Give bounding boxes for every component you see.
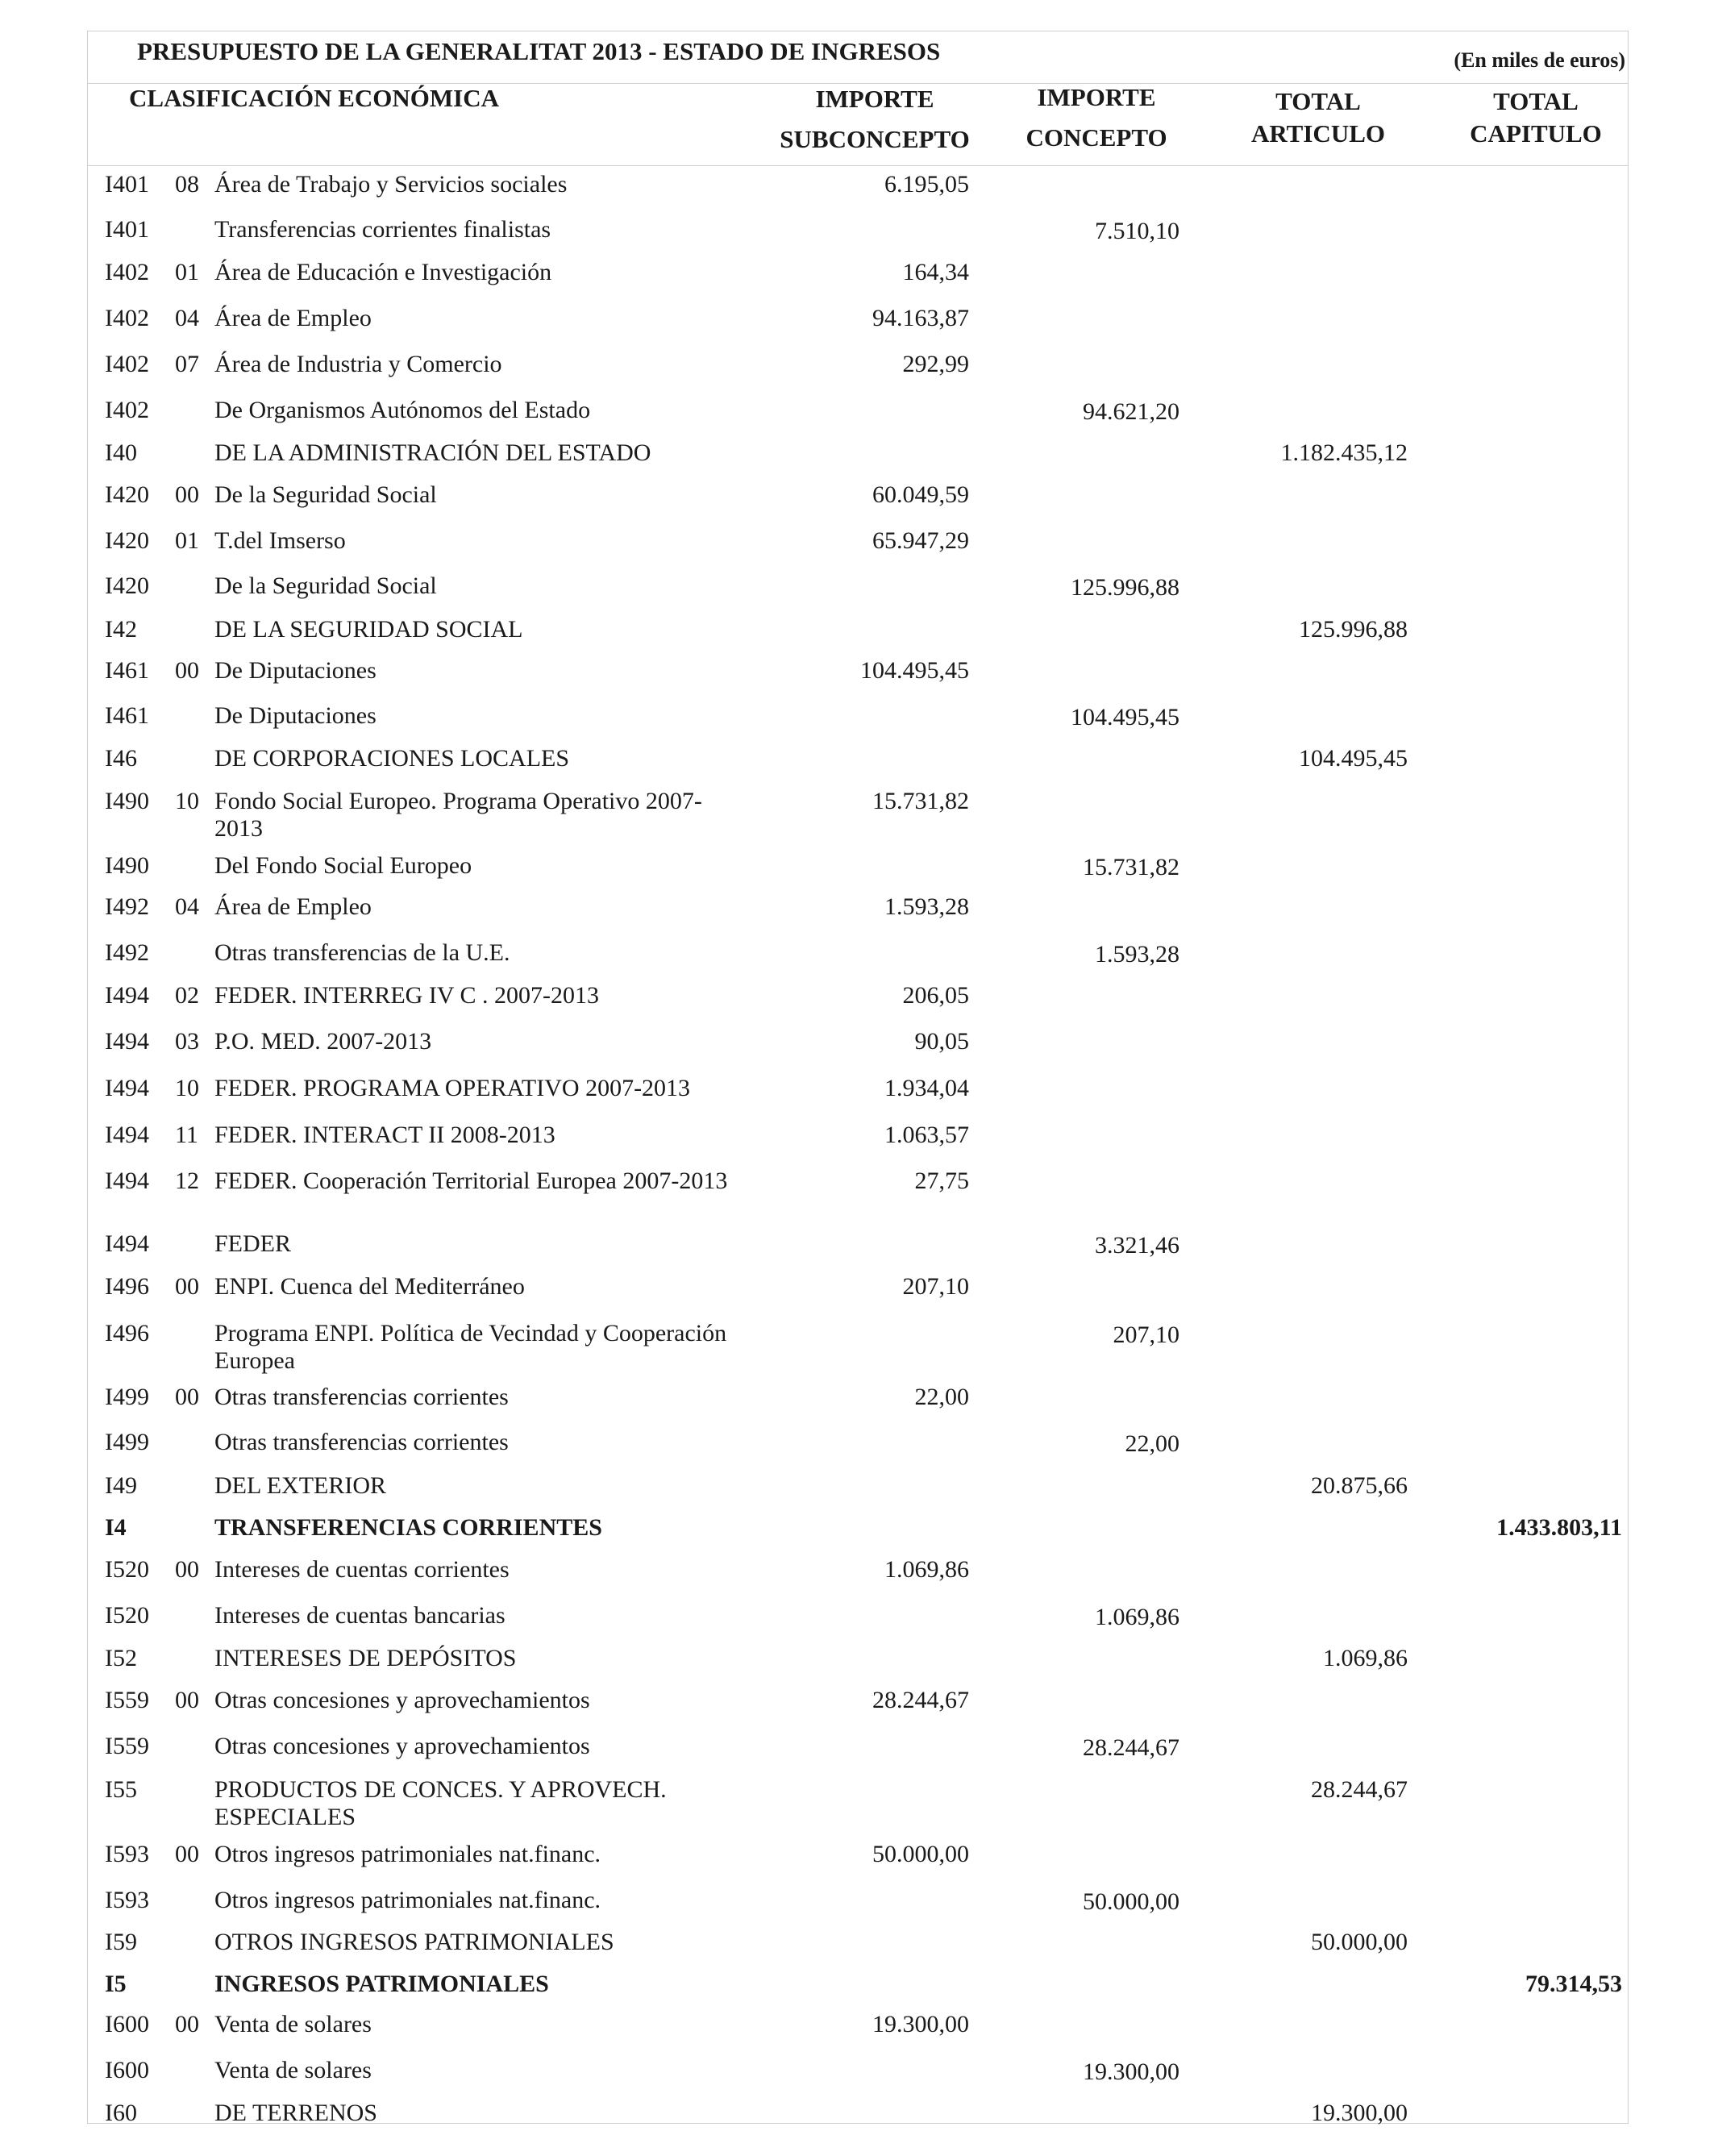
row-description: Área de Empleo (214, 893, 372, 920)
row-description: Del Fondo Social Europeo (214, 852, 472, 879)
row-description: Área de Empleo (214, 305, 372, 331)
row-code: I600 (105, 2011, 149, 2037)
row-code: I559 (105, 1733, 149, 1759)
row-code: I401 (105, 171, 149, 198)
row-description: Otras concesiones y aprovechamientos (214, 1687, 590, 1713)
row-code: I492 (105, 893, 149, 920)
header-classification: CLASIFICACIÓN ECONÓMICA (129, 84, 500, 112)
row-code: I60 (105, 2100, 137, 2126)
importe-concepto-value: 1.593,28 (1095, 941, 1179, 968)
row-description: INGRESOS PATRIMONIALES (214, 1971, 549, 1997)
importe-concepto-value: 125.996,88 (1071, 574, 1179, 601)
row-description: FEDER. Cooperación Territorial Europea 2007-2013 (214, 1167, 728, 1194)
row-code: I402 (105, 305, 149, 331)
row-code: I5 (105, 1971, 127, 1997)
row-subcode: 02 (175, 982, 199, 1009)
units-note: (En miles de euros) (1454, 48, 1625, 72)
importe-subconcepto-value: 1.934,04 (884, 1075, 969, 1101)
importe-subconcepto-value: 50.000,00 (872, 1841, 969, 1867)
row-subcode: 00 (175, 1556, 199, 1583)
row-description: Intereses de cuentas bancarias (214, 1602, 505, 1629)
row-description: De la Seguridad Social (214, 572, 437, 599)
importe-subconcepto-value: 27,75 (914, 1167, 969, 1194)
row-description: P.O. MED. 2007-2013 (214, 1028, 432, 1055)
row-description: PRODUCTOS DE CONCES. Y APROVECH. ESPECIALES (214, 1776, 667, 1830)
importe-concepto-value: 1.069,86 (1095, 1604, 1179, 1630)
row-code: I559 (105, 1687, 149, 1713)
row-description: Intereses de cuentas corrientes (214, 1556, 510, 1583)
importe-subconcepto-value: 65.947,29 (872, 527, 969, 554)
row-code: I494 (105, 1122, 149, 1148)
row-code: I420 (105, 572, 149, 599)
row-code: I499 (105, 1384, 149, 1410)
row-code: I600 (105, 2057, 149, 2083)
row-code: I402 (105, 259, 149, 285)
importe-subconcepto-value: 28.244,67 (872, 1687, 969, 1713)
importe-subconcepto-value: 22,00 (914, 1384, 969, 1410)
row-description: DE TERRENOS (214, 2100, 377, 2126)
row-code: I461 (105, 702, 149, 729)
row-code: I40 (105, 439, 137, 466)
importe-concepto-value: 50.000,00 (1083, 1888, 1179, 1915)
row-code: I494 (105, 1230, 149, 1257)
row-description: Área de Trabajo y Servicios sociales (214, 171, 568, 198)
row-subcode: 00 (175, 1384, 199, 1410)
row-description: FEDER. INTERACT II 2008-2013 (214, 1122, 555, 1148)
row-description: Otros ingresos patrimoniales nat.financ. (214, 1887, 601, 1913)
row-description: TRANSFERENCIAS CORRIENTES (214, 1514, 602, 1541)
importe-subconcepto-value: 164,34 (902, 259, 969, 285)
row-code: I499 (105, 1429, 149, 1455)
row-description: De la Seguridad Social (214, 481, 437, 508)
importe-concepto-value: 19.300,00 (1083, 2058, 1179, 2085)
row-description: OTROS INGRESOS PATRIMONIALES (214, 1929, 614, 1955)
total-articulo-value: 1.069,86 (1323, 1645, 1408, 1671)
row-code: I494 (105, 1028, 149, 1055)
row-description: De Diputaciones (214, 702, 376, 729)
row-description: Área de Educación e Investigación (214, 259, 552, 285)
row-code: I593 (105, 1841, 149, 1867)
total-articulo-value: 19.300,00 (1311, 2100, 1408, 2126)
row-code: I4 (105, 1514, 127, 1541)
row-description: Programa ENPI. Política de Vecindad y Cooperación Europea (214, 1320, 727, 1374)
importe-subconcepto-value: 90,05 (914, 1028, 969, 1055)
row-description: Fondo Social Europeo. Programa Operativo 2007-2013 (214, 788, 702, 842)
row-subcode: 01 (175, 527, 199, 554)
row-code: I490 (105, 852, 149, 879)
row-description: Área de Industria y Comercio (214, 351, 502, 377)
row-description: ENPI. Cuenca del Mediterráneo (214, 1273, 525, 1300)
row-description: FEDER (214, 1230, 292, 1257)
row-description: Otras transferencias corrientes (214, 1384, 509, 1410)
row-description: DEL EXTERIOR (214, 1472, 387, 1499)
total-capitulo-value: 1.433.803,11 (1496, 1514, 1622, 1541)
importe-concepto-value: 3.321,46 (1095, 1232, 1179, 1259)
row-description: FEDER. INTERREG IV C . 2007-2013 (214, 982, 599, 1009)
row-subcode: 00 (175, 1273, 199, 1300)
row-subcode: 10 (175, 788, 199, 814)
row-code: I461 (105, 657, 149, 684)
importe-concepto-value: 28.244,67 (1083, 1734, 1179, 1761)
importe-subconcepto-value: 1.593,28 (884, 893, 969, 920)
importe-concepto-value: 207,10 (1113, 1321, 1179, 1348)
importe-subconcepto-value: 206,05 (902, 982, 969, 1009)
total-articulo-value: 28.244,67 (1311, 1776, 1408, 1803)
row-description: Venta de solares (214, 2057, 372, 2083)
row-subcode: 00 (175, 1841, 199, 1867)
importe-subconcepto-value: 292,99 (902, 351, 969, 377)
row-subcode: 03 (175, 1028, 199, 1055)
importe-subconcepto-value: 1.063,57 (884, 1122, 969, 1148)
row-description: De Organismos Autónomos del Estado (214, 397, 591, 423)
importe-subconcepto-value: 104.495,45 (860, 657, 969, 684)
total-articulo-value: 104.495,45 (1299, 745, 1408, 772)
page-title: PRESUPUESTO DE LA GENERALITAT 2013 - ESTADO DE INGRESOS (137, 37, 941, 65)
importe-concepto-value: 7.510,10 (1095, 218, 1179, 244)
row-description: Otras transferencias corrientes (214, 1429, 509, 1455)
row-code: I496 (105, 1320, 149, 1346)
row-code: I494 (105, 1075, 149, 1101)
row-code: I42 (105, 616, 137, 643)
importe-subconcepto-value: 15.731,82 (872, 788, 969, 814)
header-art-line1: TOTAL (1275, 87, 1361, 115)
row-description: T.del Imserso (214, 527, 346, 554)
importe-subconcepto-value: 6.195,05 (884, 171, 969, 198)
row-code: I52 (105, 1645, 137, 1671)
importe-concepto-value: 22,00 (1125, 1430, 1179, 1457)
row-code: I494 (105, 982, 149, 1009)
row-code: I496 (105, 1273, 149, 1300)
row-code: I59 (105, 1929, 137, 1955)
row-code: I420 (105, 527, 149, 554)
row-code: I520 (105, 1556, 149, 1583)
row-description: Otras concesiones y aprovechamientos (214, 1733, 590, 1759)
row-subcode: 00 (175, 657, 199, 684)
row-description: INTERESES DE DEPÓSITOS (214, 1645, 517, 1671)
row-description: De Diputaciones (214, 657, 376, 684)
row-code: I55 (105, 1776, 137, 1803)
row-description: Otros ingresos patrimoniales nat.financ. (214, 1841, 601, 1867)
row-description: Otras transferencias de la U.E. (214, 939, 510, 966)
row-subcode: 01 (175, 259, 199, 285)
row-subcode: 00 (175, 481, 199, 508)
row-description: Transferencias corrientes finalistas (214, 216, 551, 243)
row-description: FEDER. PROGRAMA OPERATIVO 2007-2013 (214, 1075, 691, 1101)
row-subcode: 07 (175, 351, 199, 377)
header-sub-line1: IMPORTE (815, 85, 934, 113)
row-subcode: 10 (175, 1075, 199, 1101)
row-code: I492 (105, 939, 149, 966)
row-code: I401 (105, 216, 149, 243)
row-subcode: 12 (175, 1167, 199, 1194)
header-sub-line2: SUBCONCEPTO (780, 125, 970, 153)
row-code: I49 (105, 1472, 137, 1499)
header-cap-line1: TOTAL (1493, 87, 1579, 115)
importe-subconcepto-value: 1.069,86 (884, 1556, 969, 1583)
total-articulo-value: 125.996,88 (1299, 616, 1408, 643)
row-subcode: 11 (175, 1122, 198, 1148)
row-code: I494 (105, 1167, 149, 1194)
row-code: I520 (105, 1602, 149, 1629)
row-subcode: 08 (175, 171, 199, 198)
importe-concepto-value: 104.495,45 (1071, 704, 1179, 730)
row-code: I402 (105, 351, 149, 377)
row-subcode: 04 (175, 305, 199, 331)
row-code: I402 (105, 397, 149, 423)
row-code: I593 (105, 1887, 149, 1913)
header-con-line1: IMPORTE (1037, 83, 1156, 111)
total-articulo-value: 20.875,66 (1311, 1472, 1408, 1499)
row-code: I490 (105, 788, 149, 814)
importe-concepto-value: 15.731,82 (1083, 854, 1179, 880)
importe-subconcepto-value: 60.049,59 (872, 481, 969, 508)
header-art-line2: ARTICULO (1251, 119, 1385, 148)
row-subcode: 00 (175, 2011, 199, 2037)
header-cap-line2: CAPITULO (1470, 119, 1602, 148)
row-description: DE CORPORACIONES LOCALES (214, 745, 570, 772)
importe-subconcepto-value: 19.300,00 (872, 2011, 969, 2037)
row-subcode: 04 (175, 893, 199, 920)
row-code: I46 (105, 745, 137, 772)
total-articulo-value: 1.182.435,12 (1280, 439, 1408, 466)
row-description: DE LA ADMINISTRACIÓN DEL ESTADO (214, 439, 651, 466)
header-con-line2: CONCEPTO (1025, 123, 1167, 152)
total-articulo-value: 50.000,00 (1311, 1929, 1408, 1955)
importe-subconcepto-value: 94.163,87 (872, 305, 969, 331)
total-capitulo-value: 79.314,53 (1525, 1971, 1622, 1997)
row-description: Venta de solares (214, 2011, 372, 2037)
row-description: DE LA SEGURIDAD SOCIAL (214, 616, 523, 643)
importe-subconcepto-value: 207,10 (902, 1273, 969, 1300)
row-code: I420 (105, 481, 149, 508)
row-subcode: 00 (175, 1687, 199, 1713)
importe-concepto-value: 94.621,20 (1083, 398, 1179, 425)
